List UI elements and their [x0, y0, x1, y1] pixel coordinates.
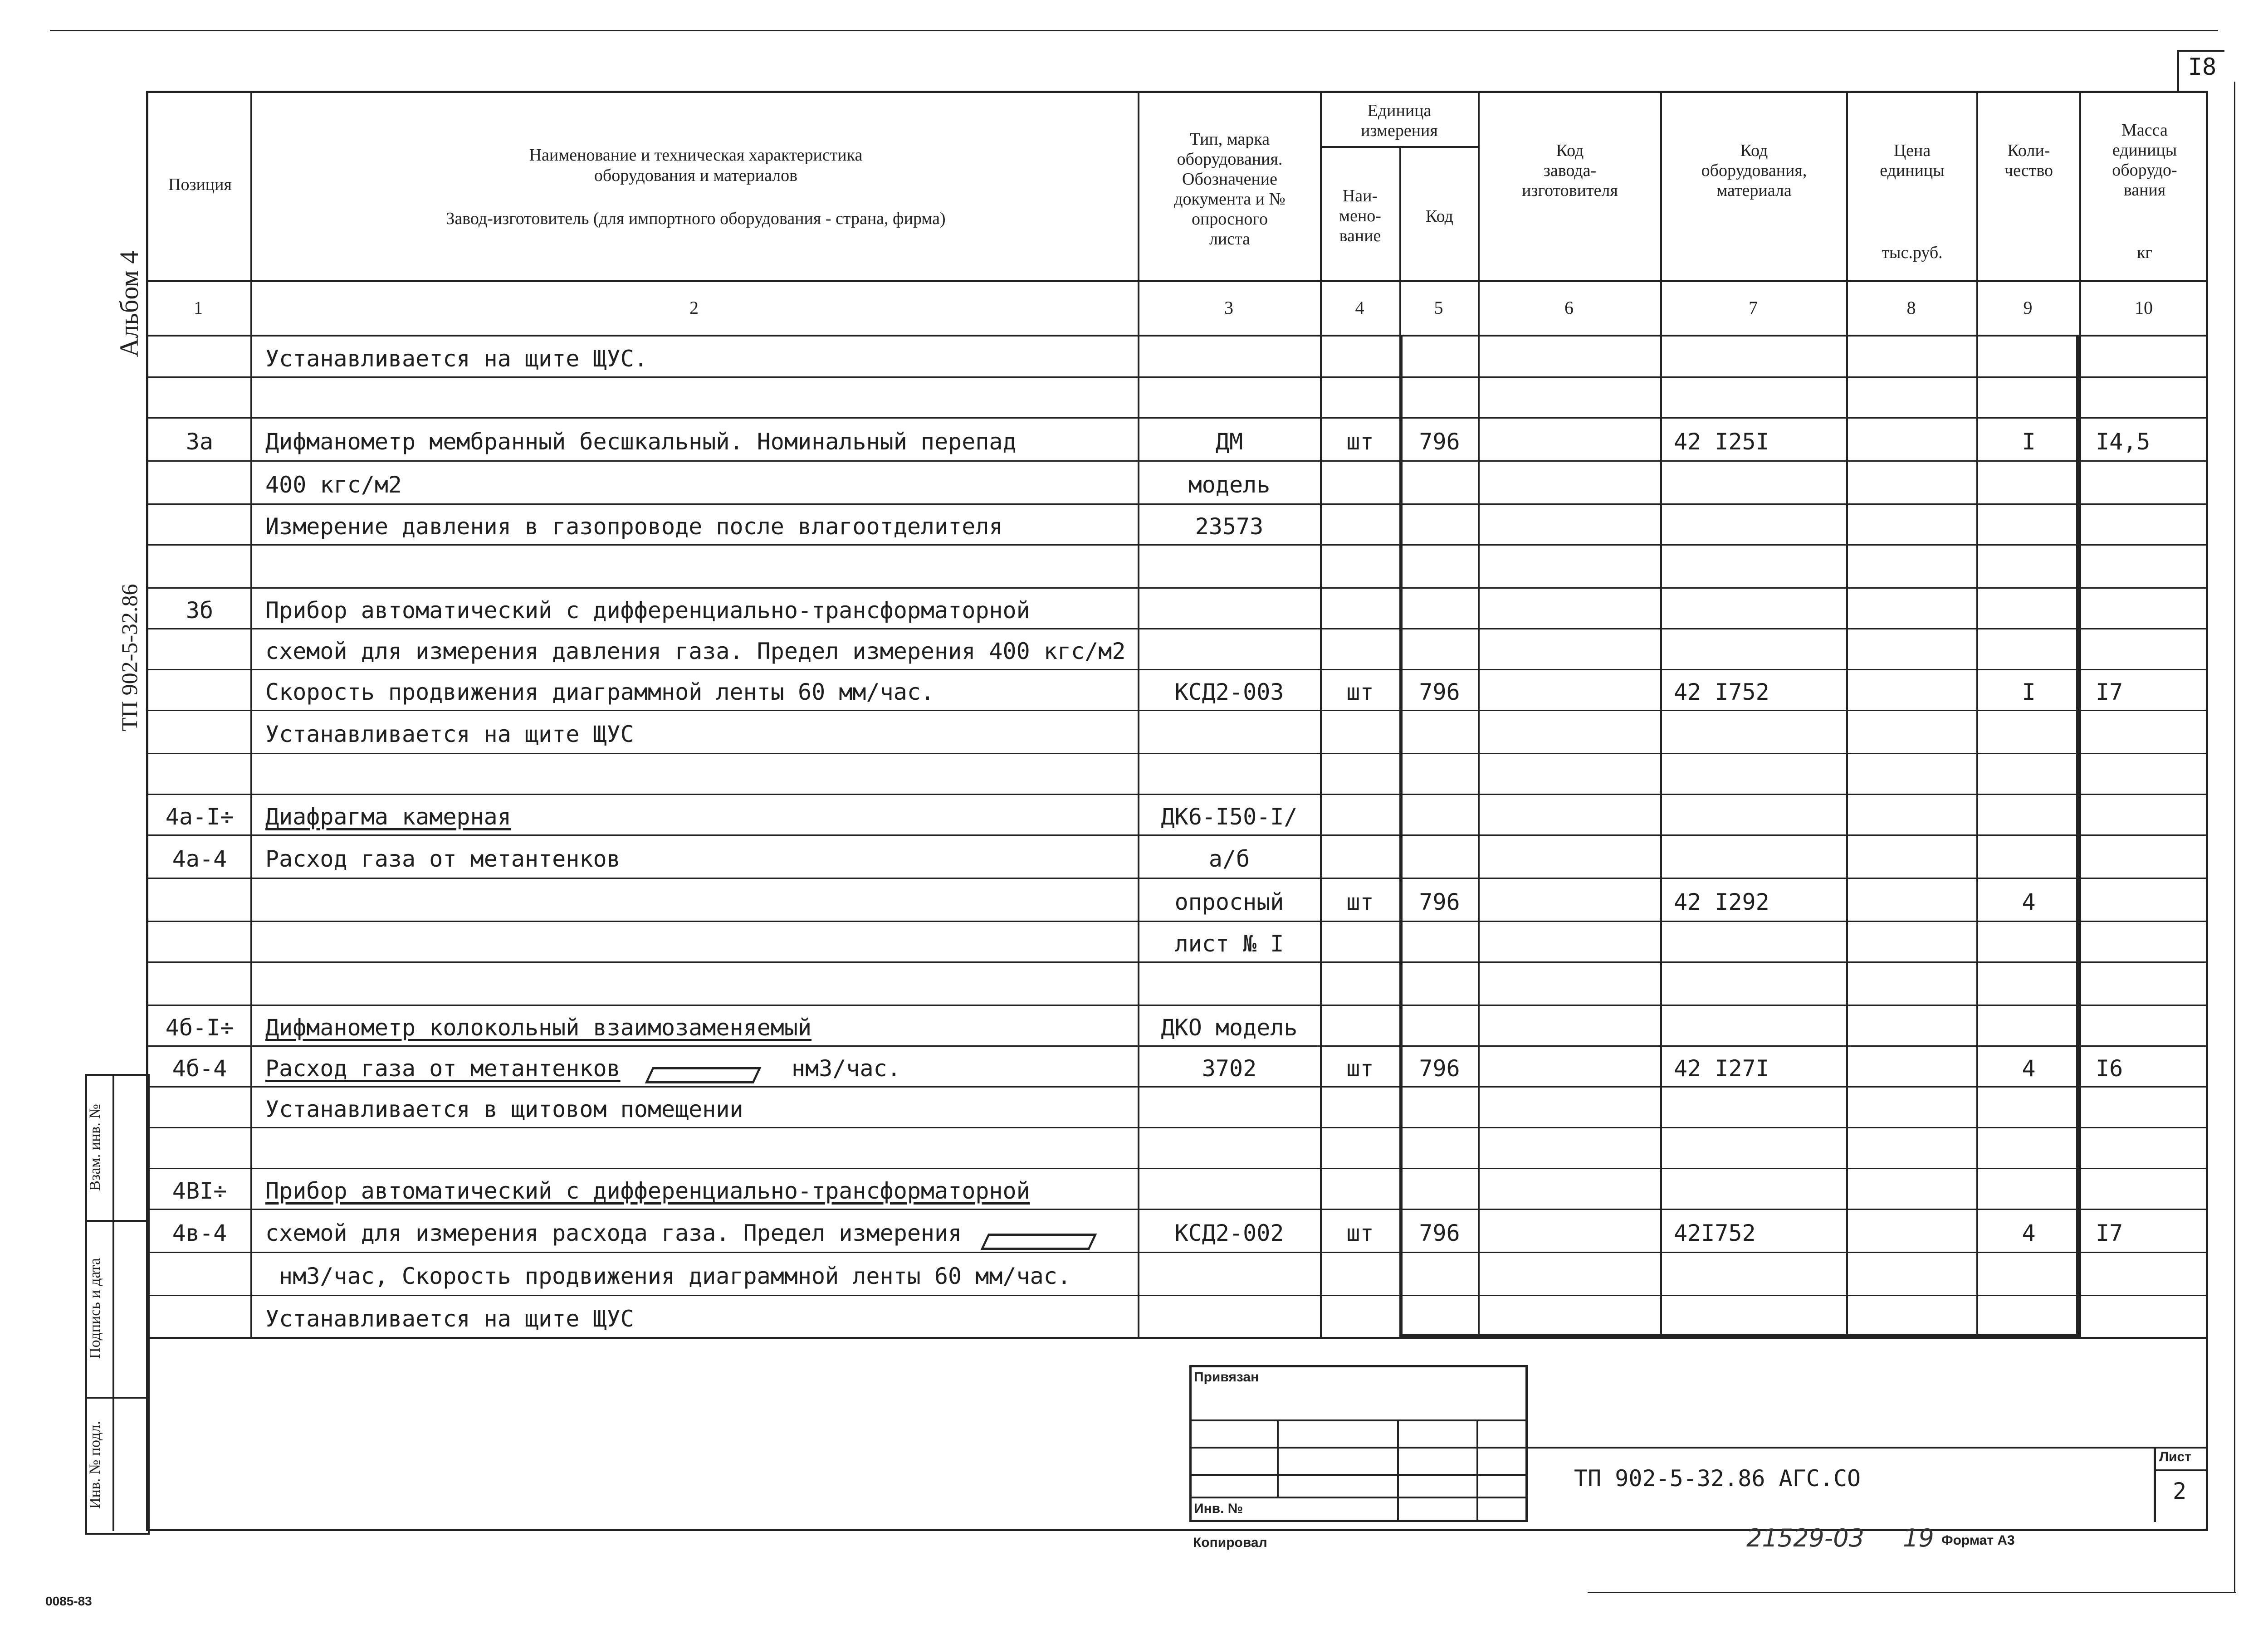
col-number-3: 3	[1224, 298, 1233, 318]
cell-type: ДМ	[1215, 429, 1243, 455]
privyazan-v1	[1277, 1419, 1279, 1497]
header-col10: Масса единицы оборудо- вания	[2112, 121, 2177, 200]
cell-name: схемой для измерения расхода газа. Предел измерения	[265, 1220, 962, 1246]
left-stamp-divider	[112, 1074, 114, 1531]
handwritten-number: 21529-03	[1746, 1524, 1864, 1552]
cell-mass: I4,5	[2096, 429, 2151, 455]
footer-right-line	[1588, 1592, 2236, 1593]
cell-type: КСД2-003	[1174, 679, 1284, 705]
cell-name: Расход газа от метантенков	[265, 846, 621, 872]
cell-pos: 4а-4	[172, 846, 227, 872]
cell-name: Диафрагма камерная	[265, 804, 511, 830]
inv-label: Инв. № подл.	[87, 1421, 103, 1509]
thick-body-box	[1399, 335, 2079, 1337]
sheet-number: I8	[2188, 54, 2217, 81]
cell-pos: 4в-4	[172, 1220, 227, 1246]
cell-unit: шт	[1346, 889, 1374, 915]
cell-qty: 4	[2022, 889, 2036, 915]
cell-name: схемой для измерения давления газа. Предел измерения 400 кгс/м2	[265, 638, 1126, 664]
cell-code: 796	[1419, 1055, 1460, 1082]
col-line-3	[1320, 91, 1322, 1337]
header-col5: Код	[1426, 207, 1453, 226]
cell-type: модель	[1188, 472, 1271, 498]
header-col9: Коли- чество	[2004, 141, 2053, 180]
cell-mass: I7	[2096, 679, 2123, 705]
cell-mat: 42 I752	[1674, 679, 1769, 705]
row-separator	[146, 1168, 2208, 1169]
col-number-4: 4	[1355, 298, 1364, 318]
blank-field-1	[645, 1067, 762, 1083]
cell-type: ДКО модель	[1161, 1015, 1298, 1041]
col-number-8: 8	[1906, 298, 1916, 318]
cell-pos: 4б-4	[172, 1055, 227, 1082]
cell-name: Дифманометр мембранный бесшкальный. Номинальный перепад	[265, 429, 1017, 455]
row-separator	[146, 376, 2208, 378]
inv-no-label: Инв. №	[1194, 1501, 1243, 1516]
header-unit-group: Единица измерения	[1361, 101, 1438, 140]
row-separator	[146, 1295, 2208, 1296]
cell-pos: 4а-I÷	[165, 804, 234, 830]
cell-type: 3702	[1202, 1055, 1257, 1082]
col-number-7: 7	[1749, 298, 1758, 318]
cell-code: 796	[1419, 1220, 1460, 1246]
cell-name: Дифманометр колокольный взаимозаменяемый	[265, 1015, 812, 1041]
header-col2-line3: Завод-изготовитель (для импортного оборудования - страна, фирма)	[446, 209, 946, 228]
row-separator	[146, 834, 2208, 836]
cell-name: Устанавливается в щитовом помещении	[265, 1096, 743, 1122]
cell-pos: 4б-I÷	[165, 1015, 234, 1041]
cell-mat: 42 I292	[1674, 889, 1769, 915]
col-number-2: 2	[689, 298, 699, 318]
cell-mass: I7	[2096, 1220, 2123, 1246]
podpis-label: Подпись и дата	[87, 1258, 103, 1359]
row-separator	[146, 1127, 2208, 1128]
row-separator	[146, 794, 2208, 795]
col-number-5: 5	[1434, 298, 1443, 318]
cell-qty: I	[2022, 429, 2036, 455]
row-separator	[146, 878, 2208, 879]
row-separator	[146, 417, 2208, 419]
col-line-2	[1138, 91, 1139, 1337]
unit-group-line	[1320, 146, 1478, 148]
row-separator	[146, 1086, 2208, 1088]
header-bottom-line	[146, 280, 2208, 282]
header-col8: Цена единицы	[1880, 141, 1945, 180]
row-separator	[146, 587, 2208, 589]
privyazan-v2	[1397, 1419, 1399, 1522]
cell-code: 796	[1419, 889, 1460, 915]
cell-name: нм3/час, Скорость продвижения диаграммной ленты 60 мм/час.	[279, 1263, 1071, 1289]
list-box-divider	[2154, 1469, 2208, 1471]
cell-name-suffix: нм3/час.	[792, 1055, 901, 1082]
col-line-1	[250, 91, 252, 1337]
privyazan-label: Привязан	[1194, 1370, 1259, 1385]
cell-type: 23573	[1195, 513, 1264, 540]
handwritten-page: 19	[1903, 1524, 1934, 1552]
col-number-1: 1	[194, 298, 203, 318]
col-number-10: 10	[2135, 298, 2153, 318]
list-label: Лист	[2159, 1449, 2191, 1464]
cell-type: а/б	[1208, 846, 1250, 872]
cell-unit: шт	[1346, 429, 1374, 455]
corner-code: 0085-83	[45, 1594, 92, 1608]
row-separator	[146, 1209, 2208, 1210]
privyazan-v3	[1476, 1419, 1478, 1522]
cell-unit: шт	[1346, 1055, 1374, 1082]
kopiroval-label: Копировал	[1193, 1535, 1267, 1550]
cell-name: Устанавливается на щите ЩУС	[265, 721, 634, 747]
cell-name: Устанавливается на щите ЩУС.	[265, 346, 648, 372]
row-separator	[146, 669, 2208, 670]
row-separator	[146, 1045, 2208, 1047]
cell-name: 400 кгс/м2	[265, 472, 402, 498]
format-label: Формат А3	[1941, 1533, 2015, 1548]
cell-code: 796	[1419, 679, 1460, 705]
row-separator	[146, 460, 2208, 462]
album-label: Альбом 4	[114, 250, 144, 357]
cell-mass: I6	[2096, 1055, 2123, 1082]
row-separator	[146, 544, 2208, 546]
cell-type: опросный	[1174, 889, 1284, 915]
cell-qty: I	[2022, 679, 2036, 705]
cell-pos: 3б	[186, 597, 214, 624]
cell-mat: 42 I25I	[1674, 429, 1769, 455]
cell-pos: 3а	[186, 429, 214, 455]
row-separator	[146, 1005, 2208, 1006]
cell-name: Скорость продвижения диаграммной ленты 60 мм/час.	[265, 679, 935, 705]
row-separator	[146, 961, 2208, 963]
row-separator	[146, 1252, 2208, 1253]
header-col10-unit: кг	[2136, 243, 2153, 262]
row-separator	[146, 628, 2208, 629]
cell-name: Измерение давления в газопроводе после влагоотделителя	[265, 513, 1003, 540]
cell-qty: 4	[2022, 1220, 2036, 1246]
cell-unit: шт	[1346, 1220, 1374, 1246]
header-col7: Код оборудования, материала	[1701, 141, 1807, 200]
header-col2-line1: Наименование и техническая характеристика	[529, 146, 863, 165]
header-col6: Код завода- изготовителя	[1522, 141, 1618, 200]
row-separator	[146, 503, 2208, 505]
top-border-line	[50, 30, 2218, 31]
project-label: ТП 902-5-32.86	[117, 584, 142, 732]
cell-mat: 42 I27I	[1674, 1055, 1769, 1082]
title-block-top-line	[146, 1337, 2208, 1339]
cell-unit: шт	[1346, 679, 1374, 705]
row-separator	[146, 753, 2208, 754]
list-number: 2	[2173, 1478, 2187, 1504]
header-col4: Наи- мено- вание	[1339, 186, 1381, 245]
cell-name: Устанавливается на щите ЩУС	[265, 1306, 634, 1332]
row-separator	[146, 921, 2208, 922]
cell-qty: 4	[2022, 1055, 2036, 1082]
vzam-label: Взам. инв. №	[87, 1104, 103, 1191]
cell-pos: 4ВI÷	[172, 1178, 227, 1204]
row-separator	[146, 710, 2208, 711]
cell-name: Расход газа от метантенков	[265, 1055, 621, 1082]
header-col8-unit: тыс.руб.	[1882, 243, 1943, 262]
cell-name: Прибор автоматический с дифференциально-трансформаторной	[265, 597, 1030, 624]
col-number-9: 9	[2023, 298, 2033, 318]
cell-mat: 42I752	[1674, 1220, 1756, 1246]
left-stamp-h1	[85, 1220, 146, 1222]
cell-code: 796	[1419, 429, 1460, 455]
col-line-9	[2079, 91, 2081, 1337]
cell-type: ДК6-I50-I/	[1161, 804, 1298, 830]
cell-name: Прибор автоматический с дифференциально-трансформаторной	[265, 1178, 1030, 1204]
cell-type: лист № I	[1174, 931, 1284, 957]
header-col2-line2: оборудования и материалов	[594, 166, 798, 185]
code-block-top-line	[1528, 1447, 2208, 1449]
blank-field-2	[981, 1234, 1097, 1250]
col-number-6: 6	[1564, 298, 1574, 318]
header-col3: Тип, марка оборудования. Обозначение документа и № опросного листа	[1174, 130, 1286, 249]
header-col1: Позиция	[168, 175, 232, 194]
document-code: ТП 902-5-32.86 АГС.СО	[1574, 1465, 1861, 1492]
right-edge-line	[2234, 82, 2235, 1592]
cell-type: КСД2-002	[1174, 1220, 1284, 1246]
